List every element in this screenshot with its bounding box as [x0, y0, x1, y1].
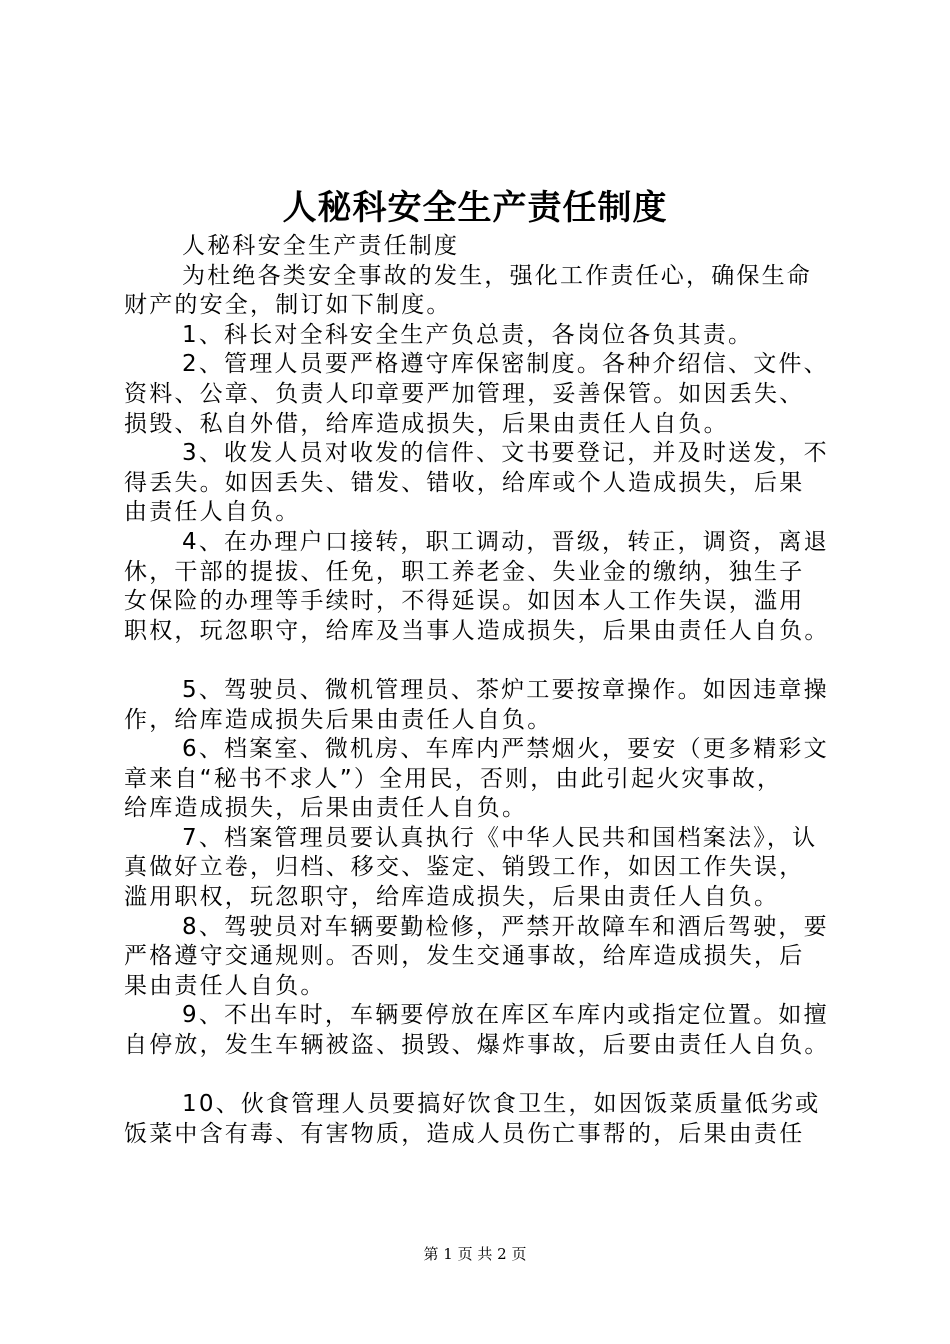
- text-line: 人秘科安全生产责任制度: [182, 233, 460, 259]
- text-line: 职权，玩忽职守，给库及当事人造成损失，后果由责任人自负。: [124, 617, 830, 644]
- text-line: 真做好立卷，归档、移交、鉴定、销毁工作，如因工作失误，: [124, 854, 805, 881]
- text-line: 10、伙食管理人员要搞好饮食卫生，如因饭菜质量低劣或: [182, 1091, 821, 1118]
- text-line: 4、在办理户口接转，职工调动，晋级，转正，调资，离退: [182, 528, 829, 555]
- text-line: 损毁、私自外借，给库造成损失，后果由责任人自负。: [124, 410, 729, 437]
- text-line: 6、档案室、微机房、车库内严禁烟火，要安（更多精彩文: [182, 736, 829, 763]
- text-line: 为杜绝各类安全事故的发生，强化工作责任心，确保生命: [182, 262, 812, 289]
- text-line: 由责任人自负。: [124, 499, 301, 526]
- blank-line: [124, 646, 836, 676]
- blank-line: [124, 1061, 836, 1091]
- text-line: 章来自“秘书不求人”）全用民，否则，由此引起火灾事故，: [124, 765, 783, 792]
- text-line: 严格遵守交通规则。否则，发生交通事故，给库造成损失，后: [124, 943, 805, 970]
- text-line: 9、不出车时，车辆要停放在库区车库内或指定位置。如擅: [182, 1002, 829, 1029]
- text-line: 资料、公章、负责人印章要严加管理，妥善保管。如因丢失、: [124, 380, 805, 407]
- text-line: 7、档案管理员要认真执行《中华人民共和国档案法》，认: [182, 824, 818, 851]
- text-line: 2、管理人员要严格遵守库保密制度。各种介绍信、文件、: [182, 351, 829, 378]
- text-line: 给库造成损失，后果由责任人自负。: [124, 795, 528, 822]
- text-line: 休，干部的提拔、任免，职工养老金、失业金的缴纳，独生子: [124, 558, 805, 585]
- page-footer: 第 1 页 共 2 页: [423, 1245, 527, 1263]
- document-body: [124, 232, 836, 1149]
- text-line: 作，给库造成损失后果由责任人自负。: [124, 706, 553, 733]
- text-line: 8、驾驶员对车辆要勤检修，严禁开故障车和酒后驾驶，要: [182, 913, 829, 940]
- text-line: 滥用职权，玩忽职守，给库造成损失，后果由责任人自负。: [124, 884, 780, 911]
- text-line: 果由责任人自负。: [124, 972, 326, 999]
- text-line: 财产的安全，制订如下制度。: [124, 292, 452, 319]
- text-line: 1、科长对全科安全生产负总责，各岗位各负其责。: [182, 321, 754, 348]
- text-line: 3、收发人员对收发的信件、文书要登记，并及时送发，不: [182, 440, 829, 467]
- text-line: 女保险的办理等手续时，不得延误。如因本人工作失误，滥用: [124, 588, 805, 615]
- text-line: 自停放，发生车辆被盗、损毁、爆炸事故，后要由责任人自负。: [124, 1032, 830, 1059]
- text-line: 饭菜中含有毒、有害物质，造成人员伤亡事帮的，后果由责任: [124, 1120, 805, 1147]
- text-line: 得丢失。如因丢失、错发、错收，给库或个人造成损失，后果: [124, 469, 805, 496]
- document-title: 人秘科安全生产责任制度: [282, 188, 668, 228]
- text-line: 5、驾驶员、微机管理员、茶炉工要按章操作。如因违章操: [182, 676, 829, 703]
